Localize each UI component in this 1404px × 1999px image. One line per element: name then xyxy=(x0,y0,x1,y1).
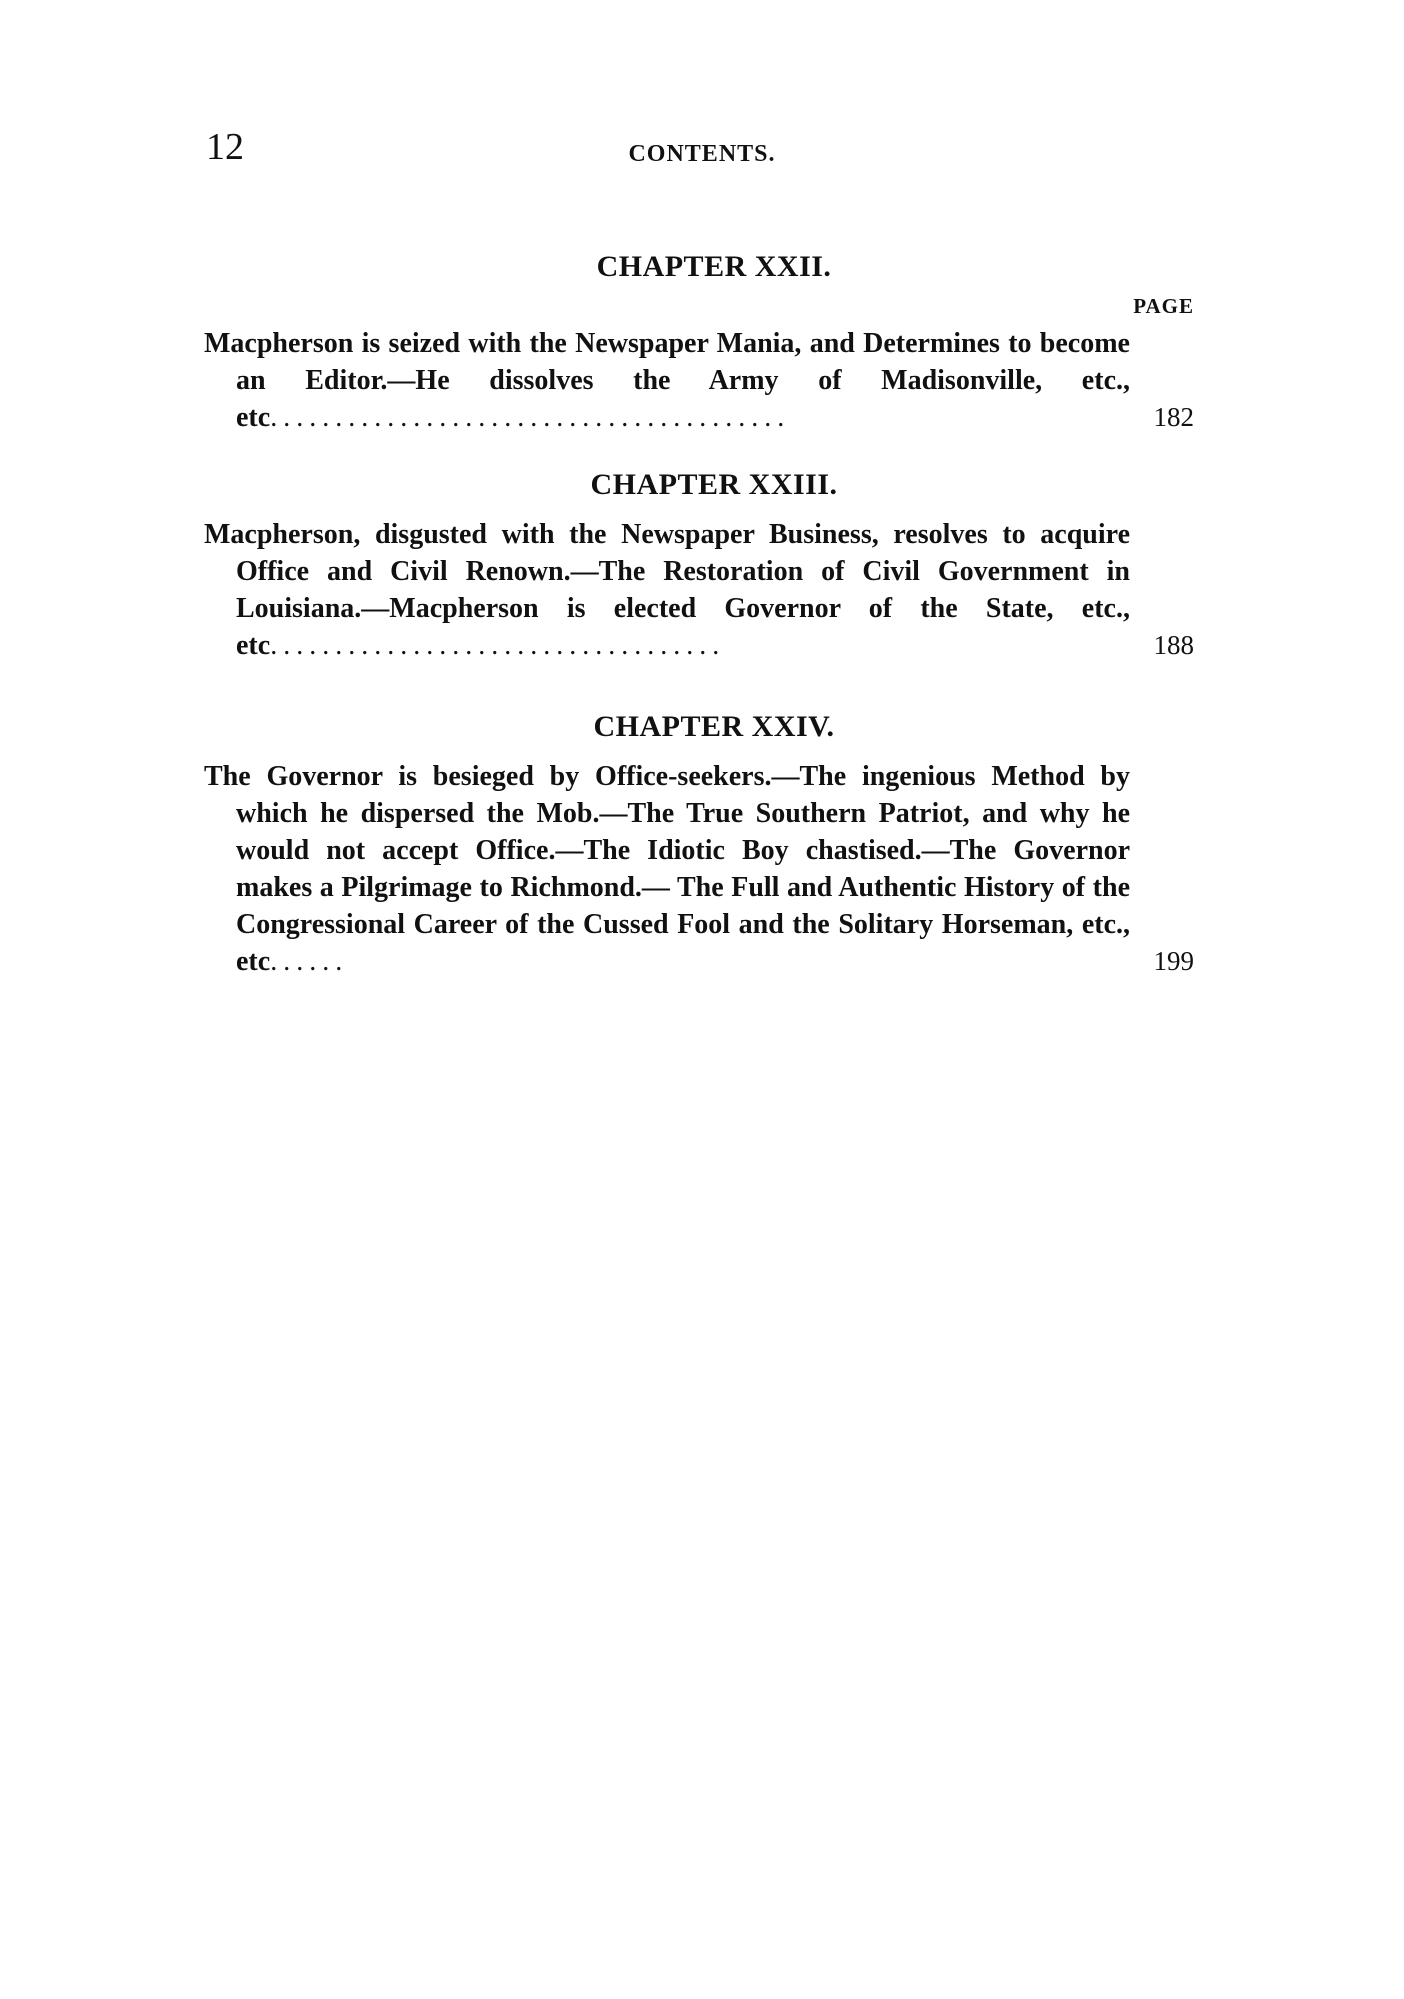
chapter-heading: CHAPTER XXII. xyxy=(596,250,832,283)
chapter-xxii xyxy=(204,252,1194,436)
toc-entry-text xyxy=(204,758,1130,980)
dot-leader: ........................................ xyxy=(270,402,791,433)
dot-leader: ...... xyxy=(270,946,349,977)
page-column-label: PAGE xyxy=(1133,294,1194,318)
toc-entry-summary: The Governor is besieged by Office-seekers.—The ingenious Method by which he dispersed the Mob.—The True Southern Patriot, and why he would not accept Office.—The Idiotic Boy chastised.—The Governor makes a Pilgrimage to Richmond.— The Full and Authentic History of the Congressional Career of the Cussed Fool and the Solitary Horseman, etc., etc xyxy=(204,761,1130,977)
toc-entry xyxy=(204,758,1194,980)
toc-entry-text xyxy=(204,516,1130,664)
toc-entry xyxy=(204,516,1194,664)
toc-entry-page: 199 xyxy=(1153,946,1194,976)
chapter-heading: CHAPTER XXIII. xyxy=(590,468,838,501)
dot-leader: ................................... xyxy=(270,630,726,661)
toc-entry xyxy=(204,325,1194,436)
chapter-xxiii xyxy=(204,470,1194,664)
toc-entry-page: 182 xyxy=(1153,402,1194,432)
toc-entry-text xyxy=(204,325,1130,436)
page-number: 12 xyxy=(206,126,244,168)
toc-entry-summary: Macpherson, disgusted with the Newspaper Business, resolves to acquire Office and Civil Renown.—The Restoration of Civil Government in Louisiana.—Macpherson is elected Governor of the State, etc., etc xyxy=(204,519,1130,661)
toc-entry-summary: Macpherson is seized with the Newspaper Mania, and Determines to become an Editor.—He dissolves the Army of Madisonville, etc., etc xyxy=(204,328,1130,433)
chapter-xxiv xyxy=(204,712,1194,980)
running-head: CONTENTS. xyxy=(628,141,776,167)
chapter-heading: CHAPTER XXIV. xyxy=(593,710,835,743)
toc-entry-page: 188 xyxy=(1153,630,1194,660)
